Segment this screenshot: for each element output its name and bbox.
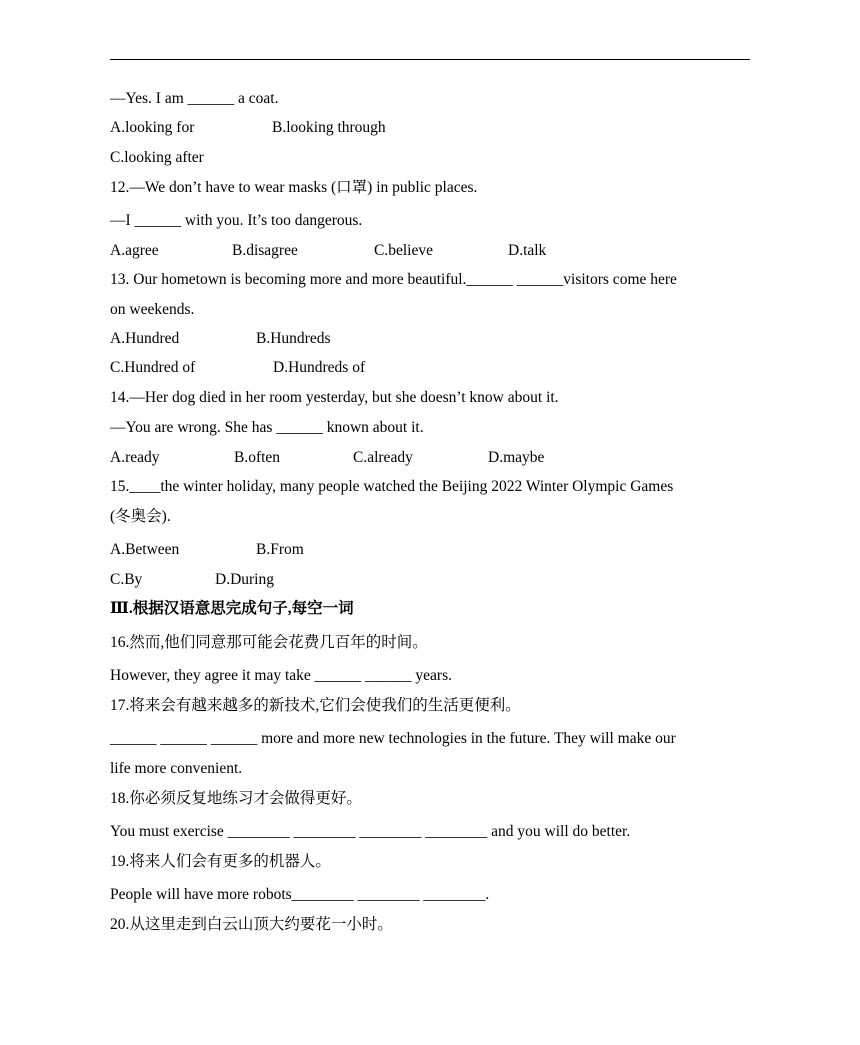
option-a: C.Hundred of bbox=[110, 359, 196, 376]
option-a: A.Between bbox=[110, 541, 180, 558]
text-line: life more convenient. bbox=[110, 760, 243, 777]
text-line: ______ ______ ______ more and more new technologies in the future. They will make our bbox=[110, 730, 676, 747]
text-line: 14.—Her dog died in her room yesterday, but she doesn’t know about it. bbox=[110, 389, 559, 406]
text-line: —You are wrong. She has ______ known about it. bbox=[110, 419, 424, 436]
option-a: A.ready bbox=[110, 449, 160, 466]
option-c: C.believe bbox=[374, 242, 433, 259]
text-line: 18.你必须反复地练习才会做得更好。 bbox=[110, 790, 362, 807]
options-row bbox=[110, 448, 750, 468]
text-line: 16.然而,他们同意那可能会花费几百年的时间。 bbox=[110, 634, 428, 651]
options-row bbox=[110, 358, 750, 378]
options-row bbox=[110, 540, 750, 560]
options-row bbox=[110, 570, 750, 590]
options-row bbox=[110, 118, 750, 138]
header-rule bbox=[110, 59, 750, 60]
option-b: D.Hundreds of bbox=[273, 359, 366, 376]
option-b: B.often bbox=[234, 449, 281, 466]
text-line: on weekends. bbox=[110, 301, 195, 318]
option-b: B.Hundreds bbox=[256, 330, 331, 347]
text-line: 19.将来人们会有更多的机器人。 bbox=[110, 853, 331, 870]
text-line: You must exercise ________ ________ ________ ________ and you will do better. bbox=[110, 823, 631, 840]
text-line: (冬奥会). bbox=[110, 508, 171, 525]
text-line: People will have more robots________ ________ ________. bbox=[110, 886, 490, 903]
text-line: —I ______ with you. It’s too dangerous. bbox=[110, 212, 363, 229]
text-line: 17.将来会有越来越多的新技术,它们会使我们的生活更便利。 bbox=[110, 697, 521, 714]
text-line: —Yes. I am ______ a coat. bbox=[110, 90, 279, 107]
text-line: However, they agree it may take ______ ______ years. bbox=[110, 667, 452, 684]
option-b: B.looking through bbox=[272, 119, 386, 136]
option-c: C.already bbox=[353, 449, 413, 466]
option-d: D.talk bbox=[508, 242, 547, 259]
option-a: C.By bbox=[110, 571, 143, 588]
options-row bbox=[110, 241, 750, 261]
option-a: A.looking for bbox=[110, 119, 195, 136]
option-a: A.Hundred bbox=[110, 330, 180, 347]
text-line: C.looking after bbox=[110, 149, 204, 166]
option-b: B.From bbox=[256, 541, 304, 558]
text-line: 12.—We don’t have to wear masks (口罩) in public places. bbox=[110, 179, 478, 196]
option-d: D.maybe bbox=[488, 449, 545, 466]
text-line: 15.____the winter holiday, many people watched the Beijing 2022 Winter Olympic Games bbox=[110, 478, 674, 495]
text-line: 13. Our hometown is becoming more and more beautiful.______ ______visitors come here bbox=[110, 271, 677, 288]
option-b: D.During bbox=[215, 571, 274, 588]
options-row bbox=[110, 329, 750, 349]
text-line: 20.从这里走到白云山顶大约要花一小时。 bbox=[110, 916, 393, 933]
option-b: B.disagree bbox=[232, 242, 298, 259]
section-heading: Ⅲ.根据汉语意思完成句子,每空一词 bbox=[110, 600, 354, 617]
option-a: A.agree bbox=[110, 242, 159, 259]
